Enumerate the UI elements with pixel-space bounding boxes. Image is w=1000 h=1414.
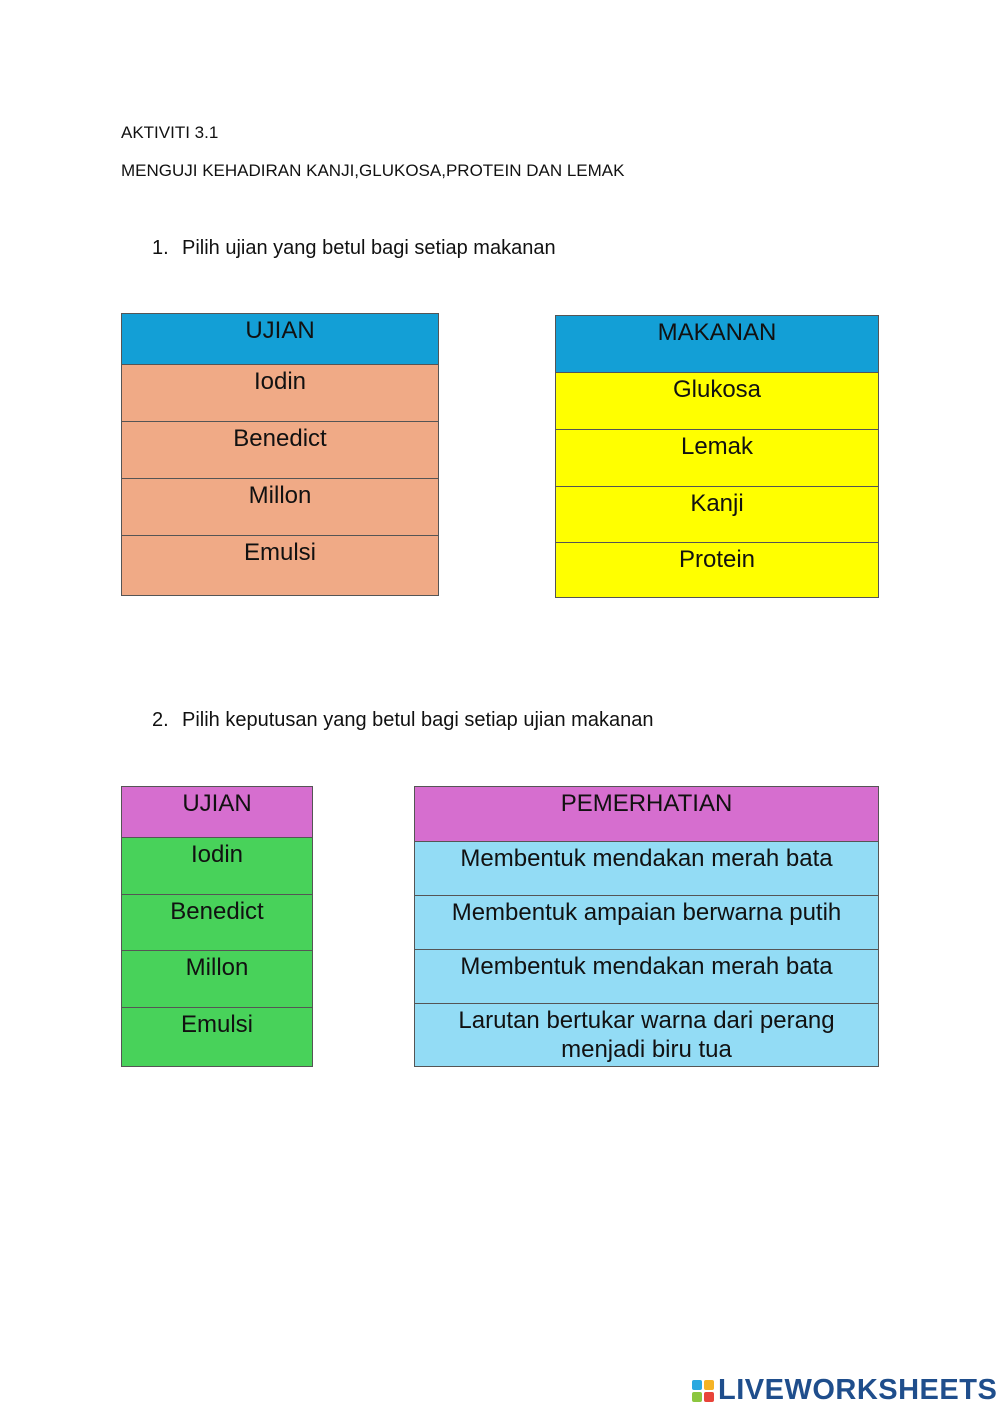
question-number: 1. — [152, 237, 169, 259]
q2-pemerhatian-table — [414, 786, 879, 1067]
drag-item-ujian[interactable]: Millon — [122, 951, 313, 1008]
table-header: PEMERHATIAN — [415, 787, 879, 842]
drag-item-ujian[interactable]: Emulsi — [122, 1008, 313, 1067]
drop-target-pemerhatian[interactable]: Larutan bertukar warna dari perang menjadi biru tua — [415, 1004, 879, 1067]
liveworksheets-logo-icon — [692, 1380, 714, 1402]
question-1 — [152, 237, 556, 260]
drop-target-pemerhatian[interactable]: Membentuk mendakan merah bata — [415, 950, 879, 1004]
drag-item-ujian[interactable]: Iodin — [122, 365, 439, 422]
activity-label: AKTIVITI 3.1 — [121, 123, 219, 142]
drop-target-makanan[interactable]: Protein — [556, 543, 879, 598]
drag-item-ujian[interactable]: Benedict — [122, 422, 439, 479]
activity-title: MENGUJI KEHADIRAN KANJI,GLUKOSA,PROTEIN DAN LEMAK — [121, 161, 625, 180]
question-number: 2. — [152, 709, 169, 731]
logo-text: LIVEWORKSHEETS — [718, 1374, 998, 1406]
liveworksheets-logo — [692, 1374, 997, 1407]
drop-target-makanan[interactable]: Glukosa — [556, 373, 879, 430]
question-text: Pilih keputusan yang betul bagi setiap ujian makanan — [182, 709, 654, 731]
table-header: UJIAN — [122, 787, 313, 838]
drop-target-makanan[interactable]: Kanji — [556, 487, 879, 543]
drop-target-pemerhatian[interactable]: Membentuk mendakan merah bata — [415, 842, 879, 896]
drag-item-ujian[interactable]: Emulsi — [122, 536, 439, 596]
drag-item-ujian[interactable]: Benedict — [122, 895, 313, 951]
drag-item-ujian[interactable]: Iodin — [122, 838, 313, 895]
table-header: MAKANAN — [556, 316, 879, 373]
question-text: Pilih ujian yang betul bagi setiap makanan — [182, 237, 556, 259]
drag-item-ujian[interactable]: Millon — [122, 479, 439, 536]
q1-makanan-table — [555, 315, 879, 598]
q1-ujian-table — [121, 313, 439, 596]
question-2 — [152, 709, 653, 732]
table-header: UJIAN — [122, 314, 439, 365]
drop-target-pemerhatian[interactable]: Membentuk ampaian berwarna putih — [415, 896, 879, 950]
drop-target-makanan[interactable]: Lemak — [556, 430, 879, 487]
q2-ujian-table — [121, 786, 313, 1067]
